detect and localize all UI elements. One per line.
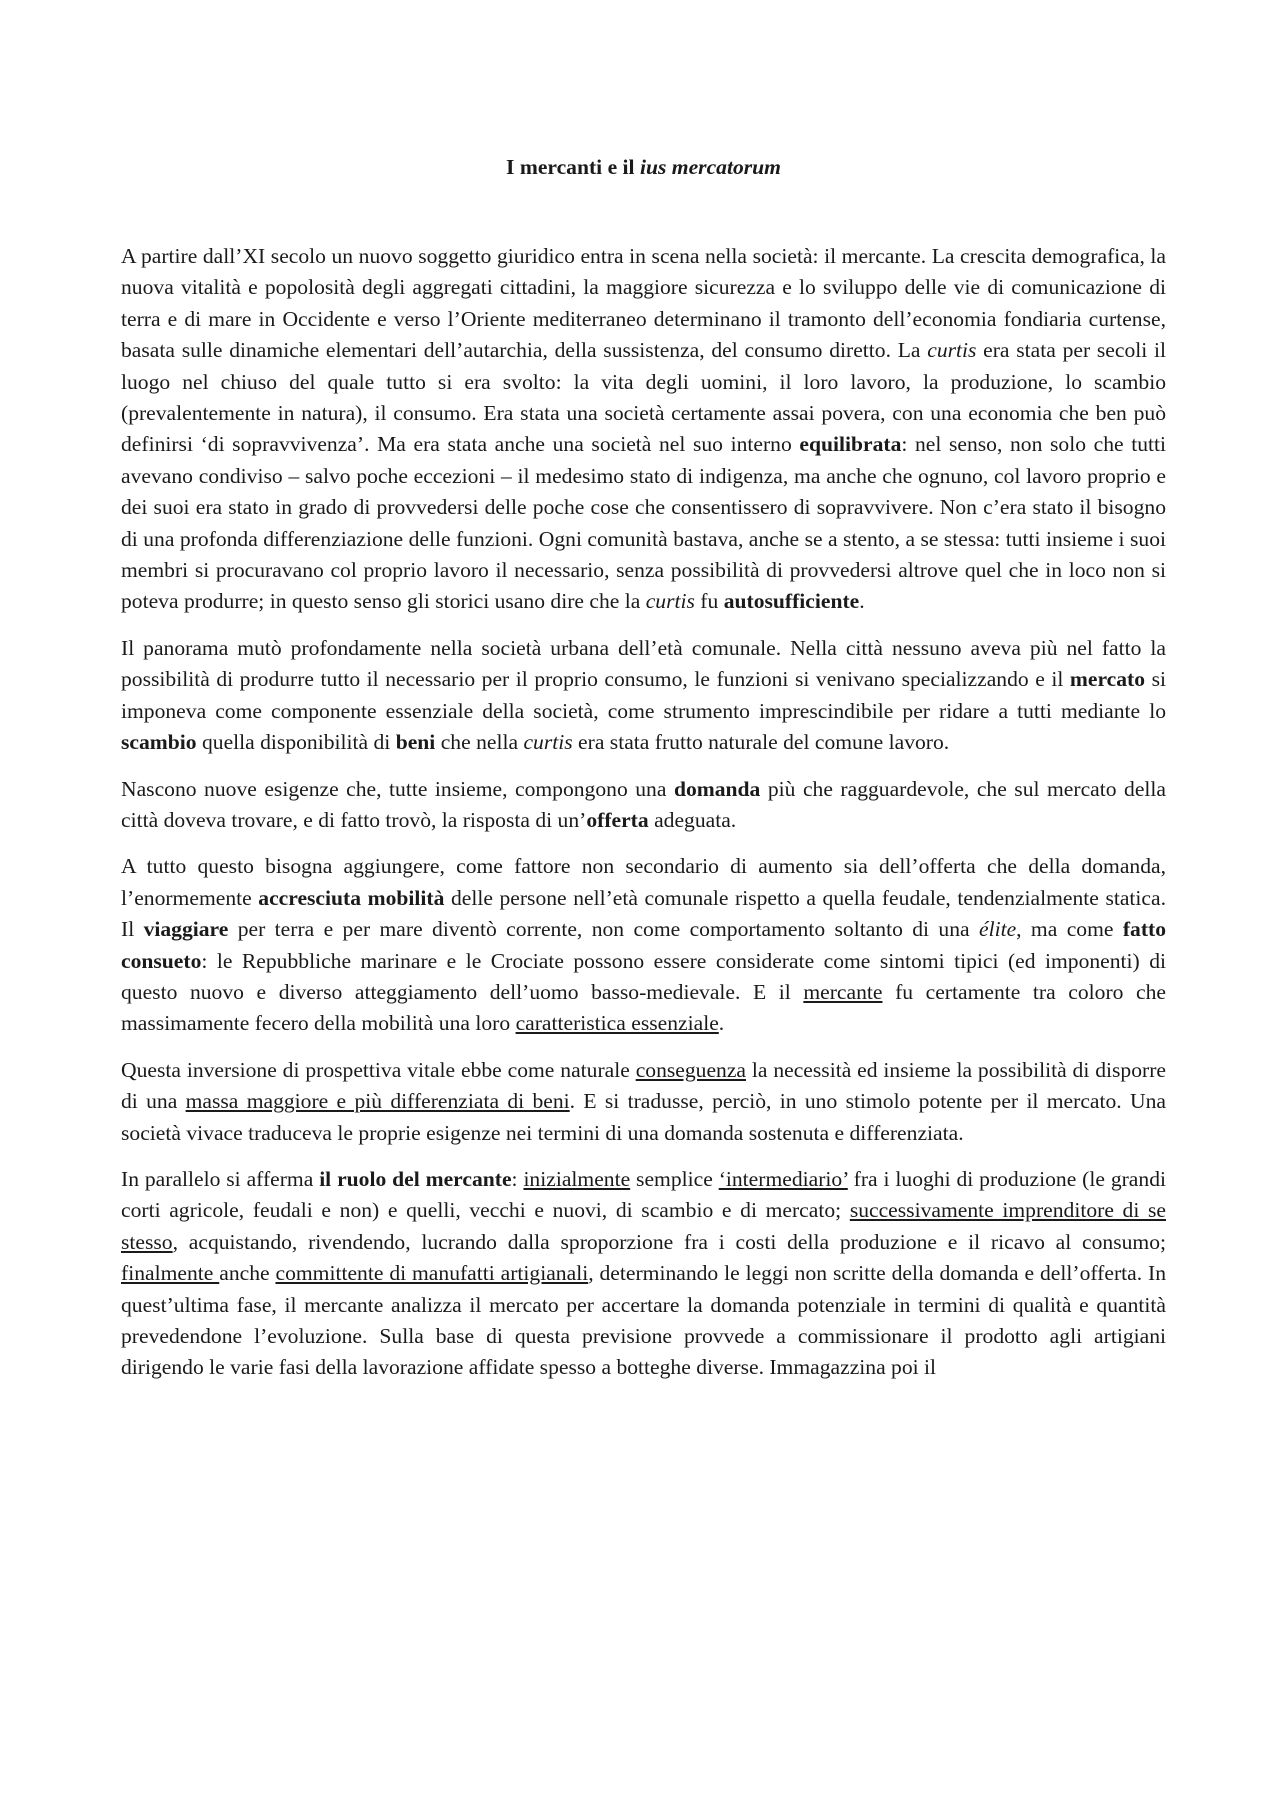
- paragraph-2: [121, 633, 1166, 759]
- underlined-text: finalmente: [121, 1261, 220, 1286]
- text-run: semplice: [630, 1166, 719, 1191]
- text-run: che nella: [435, 730, 524, 755]
- bold-text: il ruolo del mercante: [319, 1166, 512, 1191]
- underlined-text: massa maggiore e più differenziata di beni: [185, 1089, 570, 1114]
- underlined-text: committente di manufatti artigianali: [275, 1261, 589, 1286]
- text-run: anche: [219, 1261, 276, 1286]
- text-run: la necessità ed insieme la possibilità di disporre di una: [121, 1057, 1166, 1114]
- underlined-text: caratteristica essenziale: [515, 1011, 719, 1036]
- text-run: . E si tradusse, perciò, in uno stimolo potente per il mercato. Una società vivace traduceva le proprie esigenze nei termini di una domanda sostenuta e differenziata.: [121, 1089, 1166, 1145]
- text-run: quella disponibilità di: [196, 730, 396, 755]
- bold-text: equilibrata: [799, 432, 902, 457]
- underlined-text: mercante: [803, 979, 883, 1004]
- paragraph-6: [121, 1164, 1166, 1384]
- bold-text: scambio: [121, 730, 197, 755]
- italic-text: curtis: [645, 589, 695, 614]
- bold-text: mercato: [1069, 667, 1146, 692]
- paragraph-4: [121, 851, 1166, 1039]
- underlined-text: conseguenza: [635, 1057, 746, 1082]
- bold-text: accresciuta mobilità: [258, 885, 445, 910]
- text-run: Nascono nuove esigenze che, tutte insieme, compongono una: [121, 776, 674, 801]
- text-run: era stata frutto naturale del comune lavoro.: [572, 730, 950, 755]
- text-run: , determinando le leggi non scritte della domanda e dell’offerta. In quest’ultima fase, il mercante analizza il mercato per accertare la domanda potenziale in termini di qualità e quantità prevedendone l’evoluzione. Sulla base di questa previsione provvede a commissionare il prodotto agli artigiani dirigendo le varie fasi della lavorazione affidate spesso a botteghe diverse. Immagazzina poi il: [121, 1261, 1167, 1380]
- text-run: : le Repubbliche marinare e le Crociate possono essere considerate come sintomi tipici (ed imponenti) di questo nuovo e diverso atteggiamento dell’uomo basso-medievale. E il: [121, 948, 1166, 1004]
- text-run: .: [859, 589, 865, 614]
- bold-text: domanda: [673, 776, 761, 801]
- paragraph-3: [121, 774, 1166, 837]
- text-run: , ma come: [1016, 917, 1123, 942]
- text-run: : nel senso, non solo che tutti avevano condiviso – salvo poche eccezioni – il medesimo stato di indigenza, ma anche che ognuno, col lavoro proprio e dei suoi era stato in grado di provvedersi delle poche cose che consentissero di sopravvivere. Non c’era stato il bisogno di una profonda differenziazione delle funzioni. Ogni comunità bastava, anche se a stento, a se stessa: tutti insieme i suoi membri si procuravano col proprio lavoro il necessario, senza possibilità di provvedersi altrove quel che in loco non si poteva produrre; in questo senso gli storici usano dire che la: [121, 432, 1166, 614]
- text-run: , acquistando, rivendendo, lucrando dalla sproporzione fra i costi della produzione e il ricavo al consumo;: [172, 1229, 1166, 1254]
- bold-text: fatto consueto: [121, 917, 1166, 973]
- bold-text: beni: [395, 730, 436, 755]
- bold-text: offerta: [586, 807, 649, 832]
- text-run: A partire dall’XI secolo un nuovo soggetto giuridico entra in scena nella società: il mercante. La crescita demografica, la nuova vitalità e popolosità degli aggregati cittadini, la maggiore sicurezza e lo sviluppo delle vie di comunicazione di terra e di mare in Occidente e verso l’Oriente mediterraneo determinano il tramonto dell’economia fondiaria curtense, basata sulle dinamiche elementari dell’autarchia, della sussistenza, del consumo diretto. La: [121, 244, 1166, 363]
- underlined-text: inizialmente: [523, 1166, 631, 1191]
- text-run: era stata per secoli il luogo nel chiuso del quale tutto si era svolto: la vita degli uomini, il loro lavoro, la produzione, lo scambio (prevalentemente in natura), il consumo. Era stata una società certamente assai povera, con una economia che ben può definirsi ‘di sopravvivenza’. Ma era stata anche una società nel suo interno: [121, 338, 1166, 457]
- underlined-text: ‘intermediario’: [718, 1166, 848, 1191]
- text-run: adeguata.: [648, 807, 737, 832]
- paragraph-1: [121, 241, 1166, 618]
- page-title: [121, 152, 1166, 183]
- italic-text: curtis: [523, 730, 573, 755]
- text-run: Il panorama mutò profondamente nella società urbana dell’età comunale. Nella città nessuno aveva più nel fatto la possibilità di produrre tutto il necessario per il proprio consumo, le funzioni si venivano specializzando e il: [121, 635, 1166, 692]
- text-run: più che ragguardevole, che sul mercato della città doveva trovare, e di fatto trovò, la risposta di un’: [121, 776, 1167, 832]
- italic-text: élite: [978, 917, 1017, 942]
- paragraph-5: [121, 1055, 1166, 1149]
- bold-text: viaggiare: [143, 917, 229, 942]
- text-run: per terra e per mare diventò corrente, non come comportamento soltanto di una: [228, 917, 979, 942]
- text-run: Questa inversione di prospettiva vitale ebbe come naturale: [121, 1057, 636, 1082]
- text-run: In parallelo si afferma: [121, 1166, 320, 1191]
- title-italic-term: ius mercatorum: [639, 155, 781, 179]
- text-run: I mercanti e il: [506, 155, 640, 179]
- text-run: :: [511, 1166, 524, 1191]
- text-run: fu: [694, 589, 724, 614]
- underlined-text: successivamente imprenditore di se stesso: [121, 1198, 1166, 1254]
- text-run: fra i luoghi di produzione (le grandi corti agricole, feudali e non) e quelli, vecchi e nuovi, di scambio e di mercato;: [121, 1166, 1166, 1223]
- text-run: delle persone nell’età comunale rispetto a quella feudale, tendenzialmente statica. Il: [121, 885, 1166, 942]
- text-run: A tutto questo bisogna aggiungere, come fattore non secondario di aumento sia dell’offerta che della domanda, l’enormemente: [121, 854, 1166, 910]
- bold-text: autosufficiente: [723, 589, 860, 614]
- text-run: .: [718, 1011, 725, 1036]
- text-run: si imponeva come componente essenziale della società, come strumento imprescindibile per ridare a tutti mediante lo: [121, 667, 1166, 723]
- italic-text: curtis: [927, 338, 977, 363]
- text-run: fu certamente tra coloro che massimamente fecero della mobilità una loro: [121, 979, 1167, 1036]
